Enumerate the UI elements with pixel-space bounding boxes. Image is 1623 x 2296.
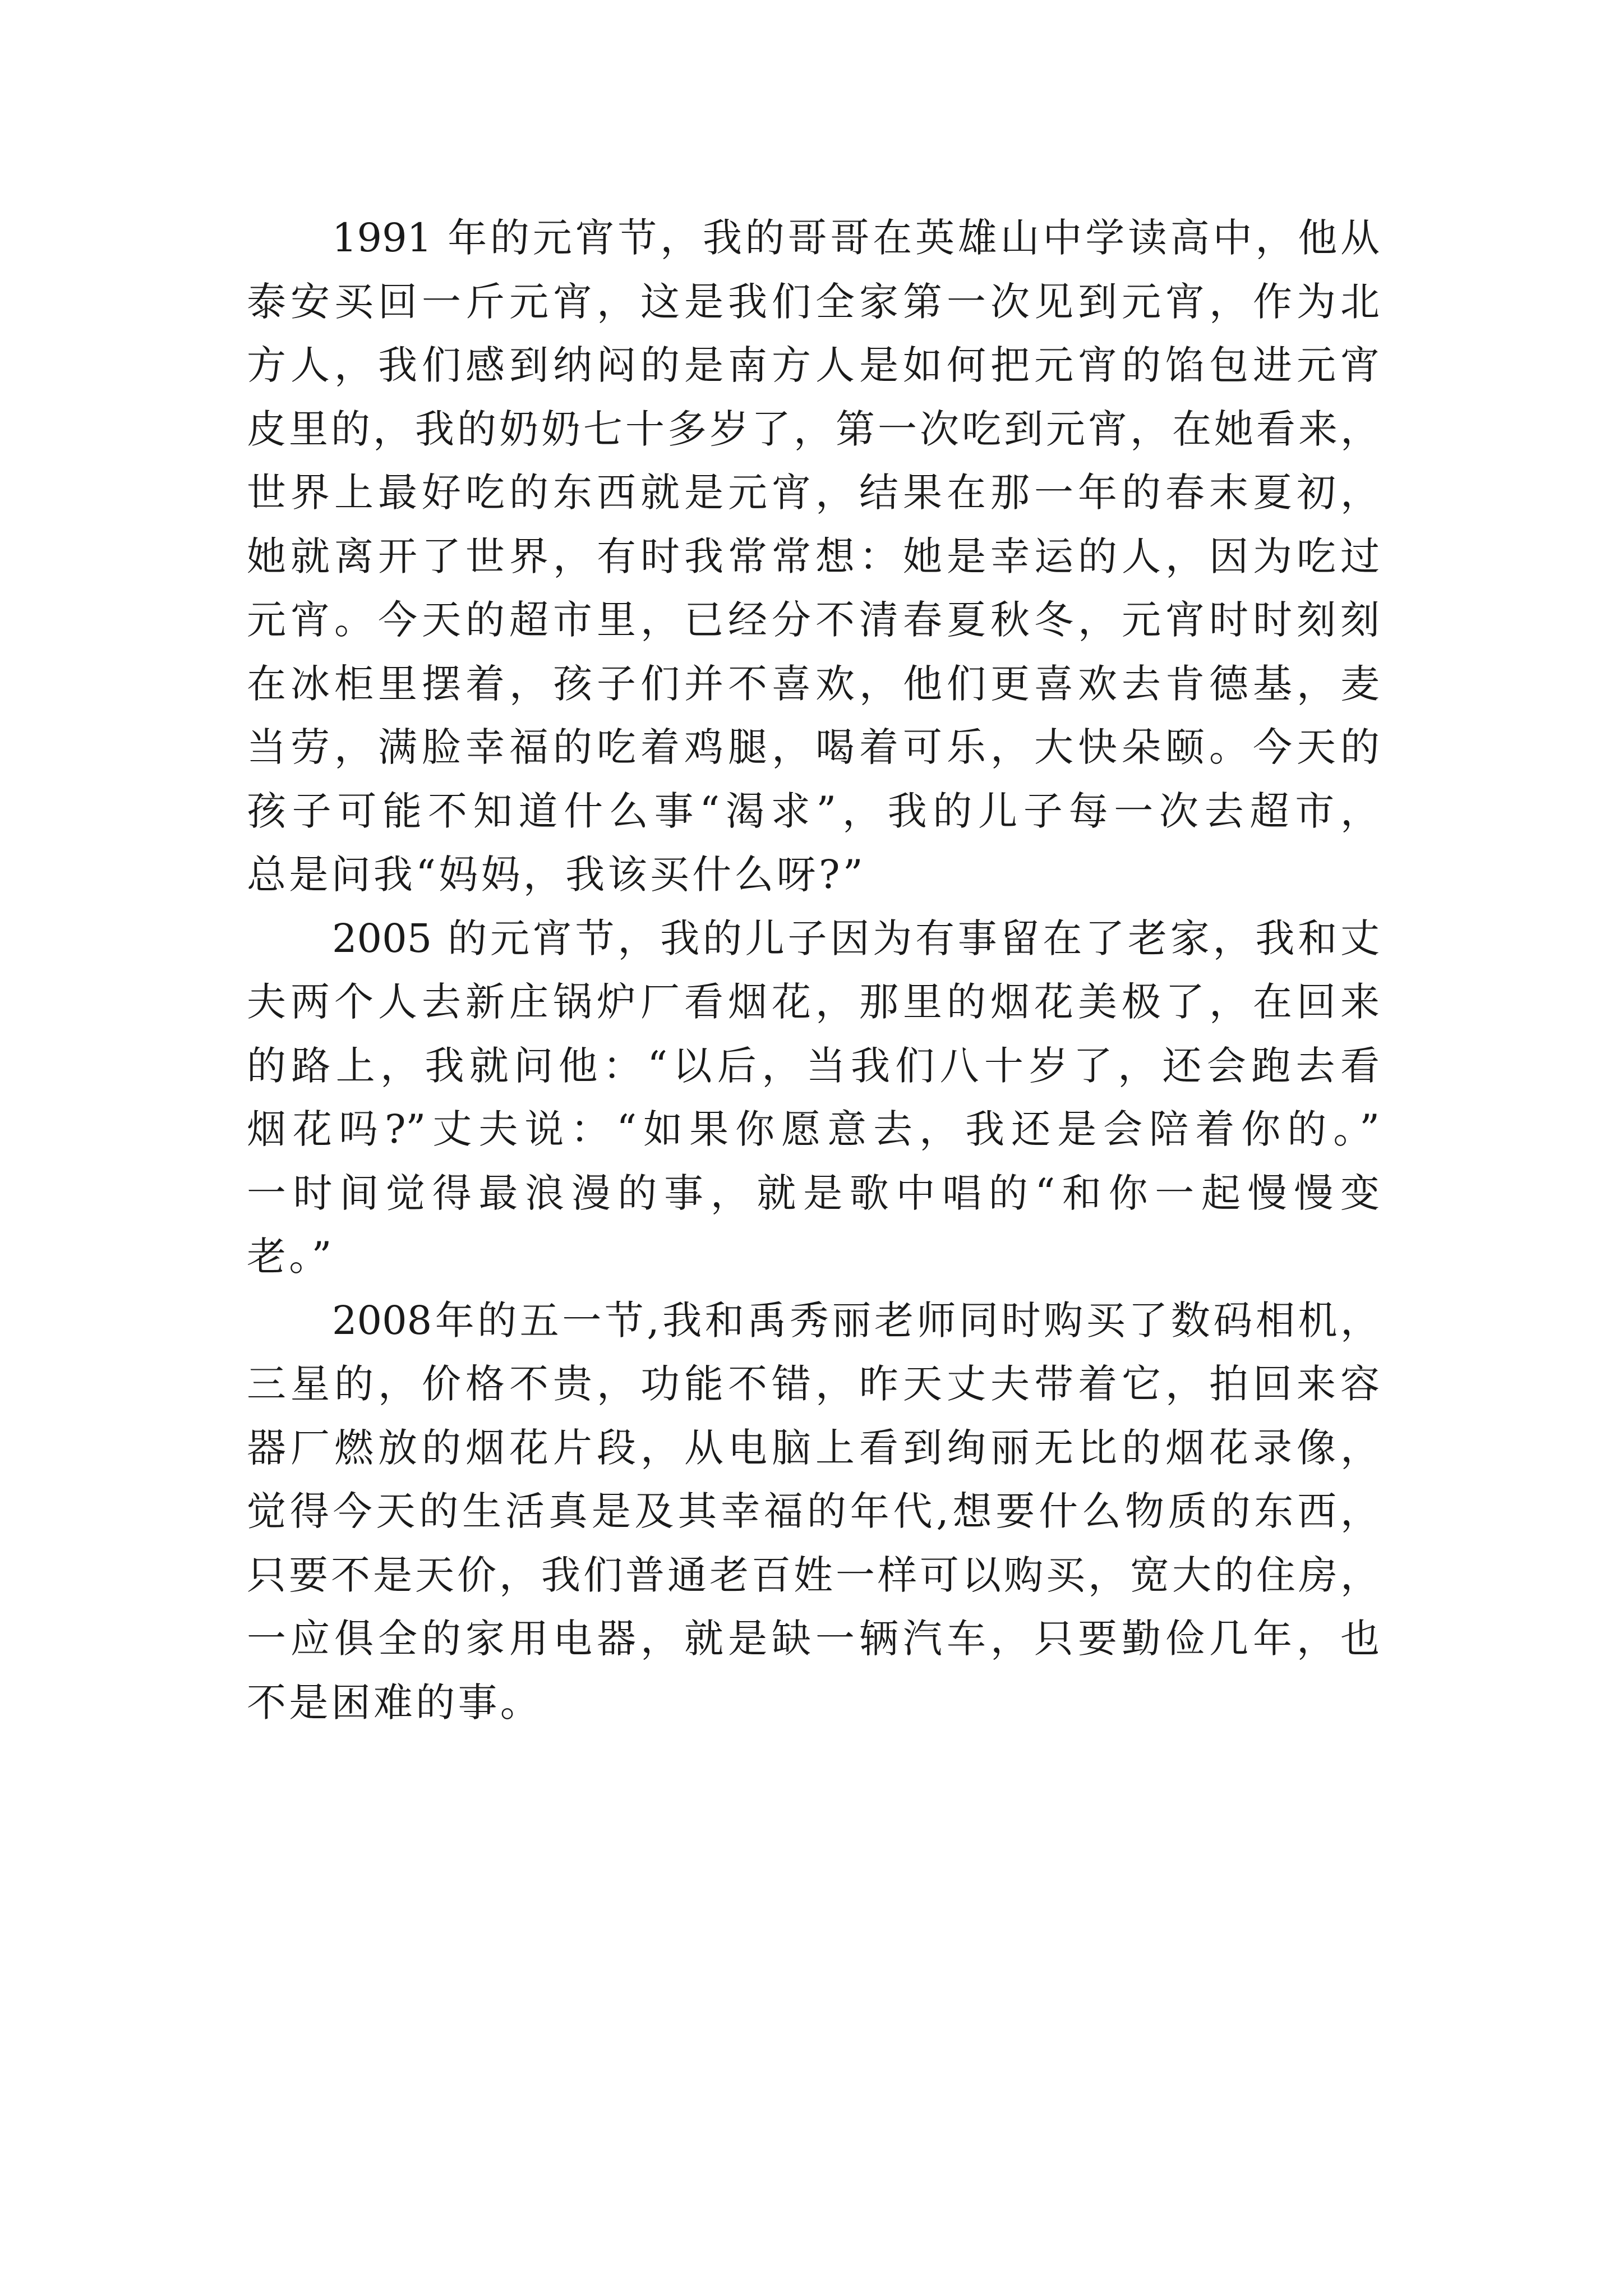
- paragraph-2-line-2: 夫两个人去新庄锅炉厂看烟花，那里的烟花美极了，在回来: [247, 979, 1380, 1025]
- paragraph-3-line-7: 不是困难的事。: [247, 1679, 543, 1726]
- paragraph-1-line-10: 孩子可能不知道什么事“渴求”，我的儿子每一次去超市，: [247, 788, 1380, 834]
- paragraph-1-line-11: 总是问我“妈妈，我该买什么呀?”: [247, 852, 866, 898]
- paragraph-1-line-2: 泰安买回一斤元宵，这是我们全家第一次见到元宵，作为北: [247, 278, 1380, 325]
- paragraph-3-line-1: 2008年的五一节,我和禹秀丽老师同时购买了数码相机，: [332, 1297, 1380, 1343]
- paragraph-1-line-7: 元宵。今天的超市里，已经分不清春夏秋冬，元宵时时刻刻: [247, 597, 1380, 643]
- paragraph-2-line-5: 一时间觉得最浪漫的事，就是歌中唱的“和你一起慢慢变: [247, 1170, 1380, 1216]
- paragraph-1-line-6: 她就离开了世界，有时我常常想：她是幸运的人，因为吃过: [247, 533, 1380, 579]
- paragraph-3-line-4: 觉得今天的生活真是及其幸福的年代,想要什么物质的东西，: [247, 1488, 1380, 1534]
- paragraph-1-line-9: 当劳，满脸幸福的吃着鸡腿，喝着可乐，大快朵颐。今天的: [247, 724, 1380, 770]
- paragraph-2-line-1: 2005 的元宵节，我的儿子因为有事留在了老家，我和丈: [332, 915, 1380, 961]
- paragraph-2-line-4: 烟花吗?”丈夫说：“如果你愿意去，我还是会陪着你的。”: [247, 1106, 1380, 1152]
- paragraph-3-line-6: 一应俱全的家用电器，就是缺一辆汽车，只要勤俭几年，也: [247, 1616, 1380, 1662]
- paragraph-2-line-6: 老。”: [247, 1234, 335, 1280]
- document-body: [247, 206, 1380, 1734]
- paragraph-1-line-4: 皮里的，我的奶奶七十多岁了，第一次吃到元宵，在她看来，: [247, 406, 1380, 452]
- paragraph-1-line-1: 1991 年的元宵节，我的哥哥在英雄山中学读高中，他从: [332, 215, 1380, 261]
- paragraph-1-line-3: 方人，我们感到纳闷的是南方人是如何把元宵的馅包进元宵: [247, 342, 1380, 388]
- paragraph-2-line-3: 的路上，我就问他：“以后，当我们八十岁了，还会跑去看: [247, 1042, 1380, 1089]
- paragraph-3-line-5: 只要不是天价，我们普通老百姓一样可以购买，宽大的住房，: [247, 1552, 1380, 1598]
- paragraph-3-line-3: 器厂燃放的烟花片段，从电脑上看到绚丽无比的烟花录像，: [247, 1424, 1380, 1471]
- paragraph-1-line-8: 在冰柜里摆着，孩子们并不喜欢，他们更喜欢去肯德基，麦: [247, 660, 1380, 707]
- paragraph-3-line-2: 三星的，价格不贵，功能不错，昨天丈夫带着它，拍回来容: [247, 1361, 1380, 1407]
- paragraph-1-line-5: 世界上最好吃的东西就是元宵，结果在那一年的春末夏初，: [247, 470, 1380, 516]
